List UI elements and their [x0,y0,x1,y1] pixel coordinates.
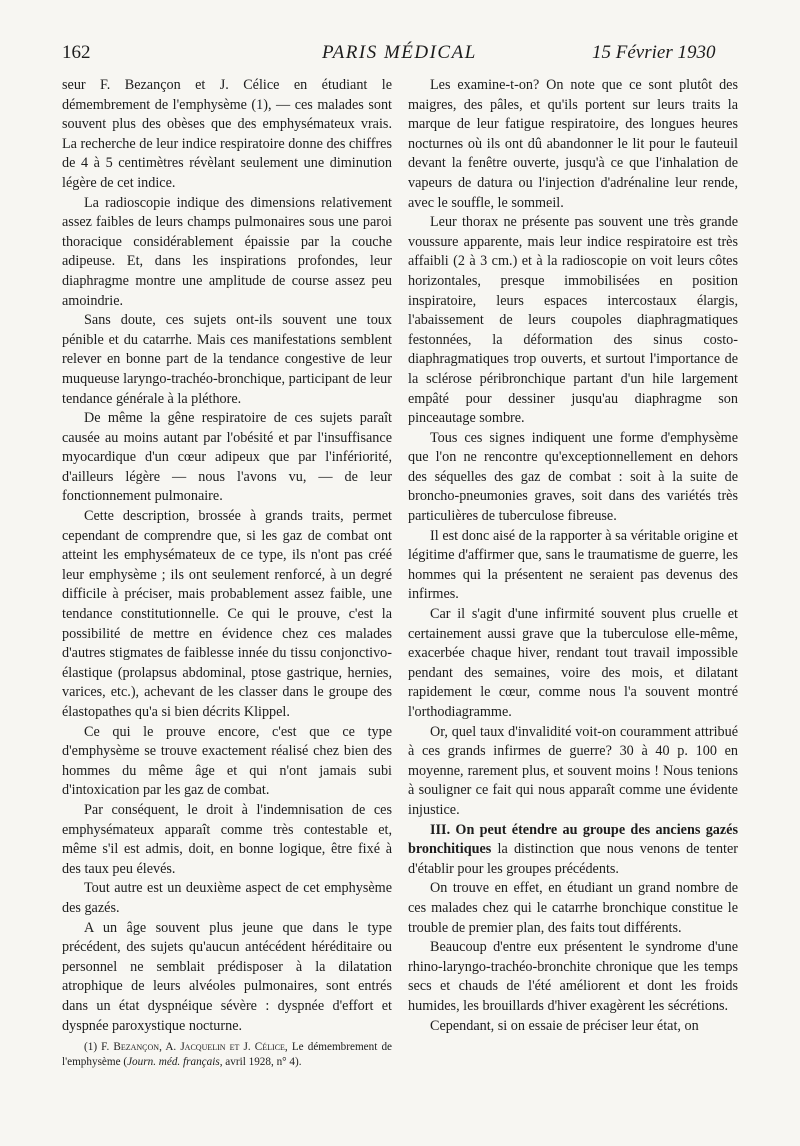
footnote-title: Le démembrement de l'emphysème [62,1041,392,1068]
paragraph: Or, quel taux d'invalidité voit-on couramment attribué à ces grands infirmes de guerre? 30 à 40 p. 100 en moyenne, rarement plus, et souvent moins ! Nous tenions à souligner ce fait qui nous apparaît comme une évidente injustice. [408,723,738,818]
paragraph: Cette description, brossée à grands traits, permet cependant de comprendre que, si les gaz de combat ont atteint les emphysémateux de ce type, ils n'ont pas créé leur emphysème ; ils ont seulement renforcé, à un degré difficile à préciser, mais probablement assez faible, une tendance constitutionnelle. Ce qui le prouve, c'est la possibilité de mettre en évidence chez ces malades d'autres stigmates de faiblesse innée du tissu conjonctivo-élastique (prolapsus abdominal, ptose gastrique, hernies, varices, etc.), achevant de les classer dans le groupe des élastopathes qu'a si bien décrits Klippel. [62,508,392,720]
footnote: (1) F. Bezançon, A. Jacquelin et J. Célice, Le démembrement de l'emphysème (Journ. méd. français, avril 1928, n° 4). [62,1041,392,1068]
paragraph: Tous ces signes indiquent une forme d'emphysème que l'on ne rencontre qu'exceptionnellement en dehors des séquelles des gaz de combat : soit à la suite de broncho-pneumonies graves, soit dans des variétés très particulières de tuberculose fibreuse. [408,429,738,525]
right-column [408,76,738,1036]
paragraph: On trouve en effet, en étudiant un grand nombre de ces malades chez qui le catarrhe bronchique constitue le trouble de premier plan, des faits tout différents. [408,880,738,936]
paragraph: Il est donc aisé de la rapporter à sa véritable origine et légitime d'affirmer que, sans le traumatisme de guerre, les hommes qui la présentent ne seraient pas devenus des infirmes. [408,527,738,603]
journal-title: PARIS MÉDICAL [322,42,477,63]
paragraph: seur F. Bezançon et J. Célice en étudiant le démembrement de l'emphysème (1), — ces malades sont souvent plus des obèses que des emphysémateux vrais. La recherche de leur indice respiratoire donne des chiffres de 4 à 5 centimètres révèlant seulement une diminution légère de cet indice. [62,77,392,191]
paragraph: Cependant, si on essaie de préciser leur état, on [430,1017,699,1034]
paragraph: Leur thorax ne présente pas souvent une très grande voussure apparente, mais leur indice respiratoire est très affaibli (2 à 3 cm.) et à la radioscopie on voit leurs côtes horizontales, presque immobilisées en position inspiratoire, leurs espaces intercostaux élargis, l'abaissement de leurs coupoles diaphragmatiques festonnées, la déformation des sinus costo-diaphragmatiques trop ouverts, et surtout l'importance de la sclérose péribronchique partant d'un hile largement empâté pour dessiner jusqu'au diaphragme son pinceautage sombre. [408,214,738,427]
paragraph: De même la gêne respiratoire de ces sujets paraît causée au moins autant par l'obésité et par l'insuffisance myocardique d'un cœur adipeux que par l'infériorité, d'ailleurs légère — nous l'avons vu, — de leur fonctionnement pulmonaire. [62,410,392,505]
footnote-journal: Journ. méd. français, [127,1056,223,1068]
paragraph: La radioscopie indique des dimensions relativement assez faibles de leurs champs pulmonaires sous une paroi thoracique considérablement épaissie par la couche adipeuse. Et, dans les inspirations profondes, leur diaphragme montre une amplitude de course assez peu amoindrie. [62,194,392,309]
paragraph: Ce qui le prouve encore, c'est que ce type d'emphysème se trouve exactement réalisé chez bien des hommes du même âge et qui n'ont jamais subi d'intoxication par les gaz de combat. [62,723,392,799]
paragraph: Car il s'agit d'une infirmité souvent plus cruelle et certainement aussi grave que la tuberculose elle-même, exacerbée chaque hiver, rendant tout travail impossible pendant des semaines, voire des mois, et dilatant rapidement le cœur, comme nous l'a souvent montré l'orthodiagramme. [408,606,738,720]
paragraph: Tout autre est un deuxième aspect de cet emphysème des gazés. [62,880,392,916]
section-text: la distinction que nous venons de tenter d'établir pour les groupes précédents. [408,841,738,877]
footnote-authors: F. Bezançon, A. Jacquelin et J. Célice, [101,1041,288,1053]
left-column [62,76,392,1036]
footnote-date: avril 1928, n° 4 [225,1056,296,1068]
paragraph: Par conséquent, le droit à l'indemnisation de ces emphysémateux apparaît comme très contestable et, même s'il est admis, doit, en bonne logique, être fixé à des taux peu élevés. [62,801,392,877]
paragraph: A un âge souvent plus jeune que dans le type précédent, des sujets qu'aucun antécédent héréditaire ou personnel ne semblait prédisposer à la dilatation atrophique de leurs alvéoles pulmonaires, sont entrés dans un état dyspnéique sévère : dyspnée d'effort et dyspnée paroxystique nocturne. [62,919,392,1034]
section-heading: III. On peut étendre au groupe des anciens gazés bronchitiques [408,821,738,858]
paragraph: Sans doute, ces sujets ont-ils souvent une toux pénible et du catarrhe. Mais ces manifestations semblent relever en bonne part de la tendance congestive de leur muqueuse laryngo-trachéo-bronchique, participant de leur tendance générale à la pléthore. [62,312,392,407]
paragraph: Les examine-t-on? On note que ce sont plutôt des maigres, des pâles, et qu'ils portent sur leurs traits la marque de leur fatigue respiratoire, des longues heures nocturnes où ils ont dû abandonner le lit pour le fauteuil devant la fenêtre ouverte, jusqu'à ce que l'inhalation de vapeurs de datura ou l'injection d'adrénaline leur rende, avec le souffle, le sommeil. [408,77,738,211]
running-header [0,42,800,72]
footnote-marker: (1) [84,1041,98,1053]
paragraph: Beaucoup d'entre eux présentent le syndrome d'une rhino-laryngo-trachéo-bronchite chronique que les temps secs et chauds de l'été améliorent et dont les froids humides, les brouillards d'hiver exagèrent les sécrétions. [408,939,738,1014]
section-paragraph [408,821,738,880]
page-number: 162 [62,42,91,63]
issue-date: 15 Février 1930 [592,42,716,63]
